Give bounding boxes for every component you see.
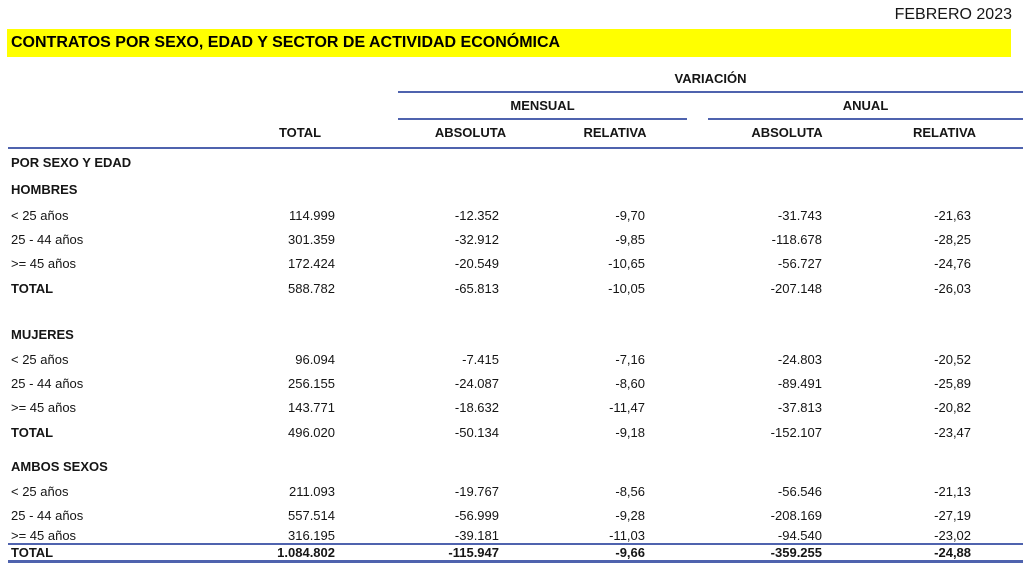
cell-anual-absoluta: -37.813	[777, 399, 822, 415]
cell-anual-relativa: -21,13	[934, 483, 972, 499]
cell-anual-relativa: -21,63	[934, 207, 972, 223]
cell-mensual-absoluta: -18.632	[454, 399, 499, 415]
cell-total: 96.094	[295, 351, 335, 367]
spacer-cell	[687, 371, 708, 395]
spacer-cell	[687, 479, 708, 503]
header-variacion: VARIACIÓN	[398, 62, 1023, 92]
cell-total: 588.782	[288, 281, 335, 296]
cell-mensual-relativa: -10,65	[608, 255, 645, 271]
table-row	[8, 227, 1023, 251]
spacer-cell	[370, 251, 398, 275]
spacer-cell	[370, 371, 398, 395]
row-label: TOTAL	[11, 425, 54, 440]
spacer-cell	[687, 119, 708, 148]
row-label: 25 - 44 años	[11, 375, 84, 391]
cell-mensual-relativa: -8,56	[615, 483, 645, 499]
cell-mensual-relativa: -8,60	[615, 375, 645, 391]
cell-anual-relativa: -20,82	[934, 399, 972, 415]
cell-anual-absoluta: -89.491	[777, 375, 822, 391]
group-name: MUJERES	[11, 326, 74, 342]
row-label: 25 - 44 años	[11, 507, 84, 523]
cell-anual-absoluta: -118.678	[771, 231, 822, 247]
spacer-cell	[687, 203, 708, 227]
table-row	[8, 395, 1023, 419]
row-label: >= 45 años	[11, 399, 77, 415]
spacer-cell	[687, 503, 708, 527]
row-label: >= 45 años	[11, 255, 77, 271]
cell-anual-absoluta: -24.803	[777, 351, 822, 367]
cell-mensual-relativa: -9,18	[615, 425, 645, 440]
spacer-cell	[370, 544, 398, 562]
spacer-cell	[687, 544, 708, 562]
contracts-table	[8, 62, 1023, 563]
cell-mensual-relativa: -9,66	[543, 544, 687, 562]
header-row-mensual-anual	[8, 92, 1023, 119]
spacer-cell	[370, 347, 398, 371]
cell-total: 172.424	[288, 255, 335, 271]
cell-total: 1.084.802	[230, 544, 370, 562]
cell-anual-absoluta: -208.169	[770, 507, 822, 523]
cell-anual-relativa: -24,88	[866, 544, 1023, 562]
group-header-hombres	[8, 176, 1023, 203]
spacer-cell	[370, 203, 398, 227]
cell-mensual-relativa: -9,28	[615, 507, 645, 523]
header-anual-absoluta: ABSOLUTA	[708, 119, 866, 148]
cell-anual-relativa: -28,25	[934, 231, 972, 247]
cell-mensual-absoluta: -12.352	[454, 207, 499, 223]
spacer-cell	[687, 227, 708, 251]
cell-mensual-absoluta: -56.999	[454, 507, 499, 523]
cell-anual-absoluta: -56.546	[777, 483, 822, 499]
cell-mensual-relativa: -11,03	[609, 527, 645, 543]
row-label: TOTAL	[8, 544, 230, 562]
spacer-cell	[370, 119, 398, 148]
spacer-cell	[687, 275, 708, 302]
spacer-cell	[687, 527, 708, 544]
row-label: < 25 años	[11, 207, 69, 223]
cell-mensual-relativa: -9,70	[615, 207, 645, 223]
table-row	[8, 479, 1023, 503]
table-row	[8, 503, 1023, 527]
cell-total: 496.020	[288, 425, 335, 440]
spacer-cell	[370, 227, 398, 251]
cell-mensual-relativa: -7,16	[615, 351, 645, 367]
cell-anual-relativa: -23,47	[934, 425, 972, 440]
cell-mensual-absoluta: -50.134	[454, 425, 499, 440]
cell-mensual-absoluta: -19.767	[454, 483, 499, 499]
group-header-ambos-sexos	[8, 453, 1023, 479]
header-mensual-relativa: RELATIVA	[543, 119, 687, 148]
header-mensual: MENSUAL	[398, 92, 687, 119]
cell-anual-relativa: -24,76	[934, 255, 972, 271]
cell-anual-absoluta: -56.727	[777, 255, 822, 271]
report-date: FEBRERO 2023	[894, 6, 1012, 23]
cell-mensual-absoluta: -39.181	[454, 527, 499, 543]
group-name: AMBOS SEXOS	[11, 458, 108, 474]
cell-anual-absoluta: -94.540	[777, 527, 822, 543]
cell-anual-relativa: -25,89	[934, 375, 972, 391]
spacer-cell	[8, 119, 230, 148]
cell-mensual-relativa: -11,47	[609, 399, 645, 415]
cell-anual-absoluta: -359.255	[708, 544, 866, 562]
grand-total-row	[8, 544, 1023, 562]
cell-total: 316.195	[288, 527, 335, 543]
cell-anual-relativa: -26,03	[934, 281, 972, 296]
spacer-cell	[687, 92, 708, 119]
cell-mensual-absoluta: -32.912	[454, 231, 499, 247]
row-label: 25 - 44 años	[11, 231, 84, 247]
row-label: < 25 años	[11, 351, 69, 367]
cell-total: 114.999	[288, 207, 335, 223]
cell-mensual-absoluta: -7.415	[462, 351, 499, 367]
spacer-cell	[370, 527, 398, 544]
header-anual: ANUAL	[708, 92, 1023, 119]
section-row	[8, 148, 1023, 176]
cell-mensual-absoluta: -115.947	[398, 544, 543, 562]
group-header-mujeres	[8, 321, 1023, 347]
cell-total: 256.155	[288, 375, 335, 391]
group-name: HOMBRES	[11, 182, 78, 197]
spacer-cell	[8, 92, 398, 119]
spacer-row	[8, 302, 1023, 321]
header-row-columns	[8, 119, 1023, 148]
cell-anual-absoluta: -31.743	[777, 207, 822, 223]
table-row	[8, 371, 1023, 395]
cell-mensual-absoluta: -65.813	[454, 281, 499, 296]
table-row	[8, 347, 1023, 371]
spacer-cell	[370, 419, 398, 446]
group-total-row	[8, 275, 1023, 302]
cell-anual-relativa: -27,19	[934, 507, 972, 523]
cell-total: 301.359	[288, 231, 335, 247]
spacer-cell	[8, 62, 398, 92]
cell-total: 211.093	[288, 483, 335, 499]
spacer-cell	[370, 395, 398, 419]
cell-anual-absoluta: -152.107	[770, 425, 822, 440]
spacer-cell	[687, 419, 708, 446]
report-title-banner	[7, 29, 1011, 57]
row-label: >= 45 años	[11, 527, 77, 543]
spacer-row	[8, 446, 1023, 453]
spacer-cell	[370, 503, 398, 527]
spacer-cell	[687, 395, 708, 419]
section-label-por-sexo-y-edad: POR SEXO Y EDAD	[11, 155, 132, 170]
cell-mensual-relativa: -10,05	[608, 281, 645, 296]
cell-total: 143.771	[288, 399, 335, 415]
report-title: CONTRATOS POR SEXO, EDAD Y SECTOR DE ACTIVIDAD ECONÓMICA	[11, 34, 561, 51]
spacer-cell	[370, 275, 398, 302]
cell-anual-relativa: -20,52	[934, 351, 972, 367]
header-mensual-absoluta: ABSOLUTA	[398, 119, 543, 148]
cell-anual-relativa: -23,02	[934, 527, 972, 543]
cell-total: 557.514	[288, 507, 335, 523]
header-total: TOTAL	[230, 119, 370, 148]
cell-mensual-relativa: -9,85	[615, 231, 645, 247]
spacer-cell	[687, 251, 708, 275]
cell-mensual-absoluta: -20.549	[454, 255, 499, 271]
row-label: TOTAL	[11, 281, 54, 296]
spacer-cell	[370, 479, 398, 503]
group-total-row	[8, 419, 1023, 446]
header-anual-relativa: RELATIVA	[866, 119, 1023, 148]
cell-mensual-absoluta: -24.087	[454, 375, 499, 391]
spacer-cell	[687, 347, 708, 371]
table-row	[8, 527, 1023, 544]
table-row	[8, 251, 1023, 275]
table-row	[8, 203, 1023, 227]
row-label: < 25 años	[11, 483, 69, 499]
cell-anual-absoluta: -207.148	[770, 281, 822, 296]
header-row-variacion	[8, 62, 1023, 92]
